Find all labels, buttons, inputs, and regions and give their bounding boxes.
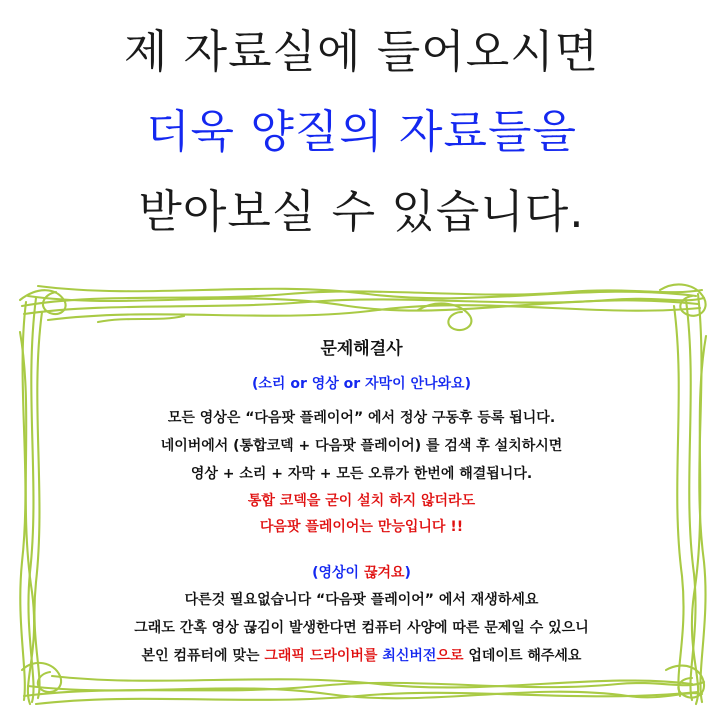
section2-heading bbox=[8, 560, 715, 586]
section2-line-2: 그래도 간혹 영상 끊김이 발생한다면 컴퓨터 사양에 따른 문제일 수 있으니 bbox=[134, 620, 589, 636]
headline-line-2: 더욱 양질의 자료들을 bbox=[146, 105, 577, 158]
headline-line-1: 제 자료실에 들어오시면 bbox=[123, 25, 600, 78]
section2-heading-accent: 끊겨요 bbox=[363, 565, 405, 581]
section1-heading: (소리 or 영상 or 자막이 안나와요) bbox=[252, 376, 471, 392]
section2-line3-post: 업데이트 해주세요 bbox=[463, 648, 582, 664]
section2-line3-pre: 본인 컴퓨터에 맞는 bbox=[141, 648, 265, 664]
section1-emphasis-2: 다음팟 플레이어는 만능입니다 !! bbox=[259, 519, 464, 535]
section2-line3-blue: 최신버전 bbox=[382, 648, 437, 664]
panel-content bbox=[8, 272, 715, 712]
section2-line-3 bbox=[8, 642, 715, 670]
section2-heading-pre: (영상이 bbox=[312, 565, 364, 581]
section2-line3-red2: 으로 bbox=[436, 648, 464, 664]
headline-block bbox=[0, 12, 723, 252]
section2-line3-red1: 그래픽 드라이버를 bbox=[264, 648, 383, 664]
panel-title: 문제해결사 bbox=[320, 339, 403, 359]
section2-line-1: 다른것 필요없습니다 “다음팟 플레이어” 에서 재생하세요 bbox=[184, 592, 539, 608]
section2-heading-tail: ) bbox=[404, 565, 411, 581]
section1-line-2: 네이버에서 (통합코덱 + 다음팟 플레이어) 를 검색 후 설치하시면 bbox=[160, 438, 563, 454]
section1-line-1: 모든 영상은 “다음팟 플레이어” 에서 정상 구동후 등록 됩니다. bbox=[167, 410, 556, 426]
section1-emphasis-1: 통합 코덱을 굳이 설치 하지 않더라도 bbox=[247, 493, 476, 509]
headline-line-3: 받아보실 수 있습니다. bbox=[138, 185, 585, 238]
section1-line-3: 영상 + 소리 + 자막 + 모든 오류가 한번에 해결됩니다. bbox=[190, 466, 533, 482]
